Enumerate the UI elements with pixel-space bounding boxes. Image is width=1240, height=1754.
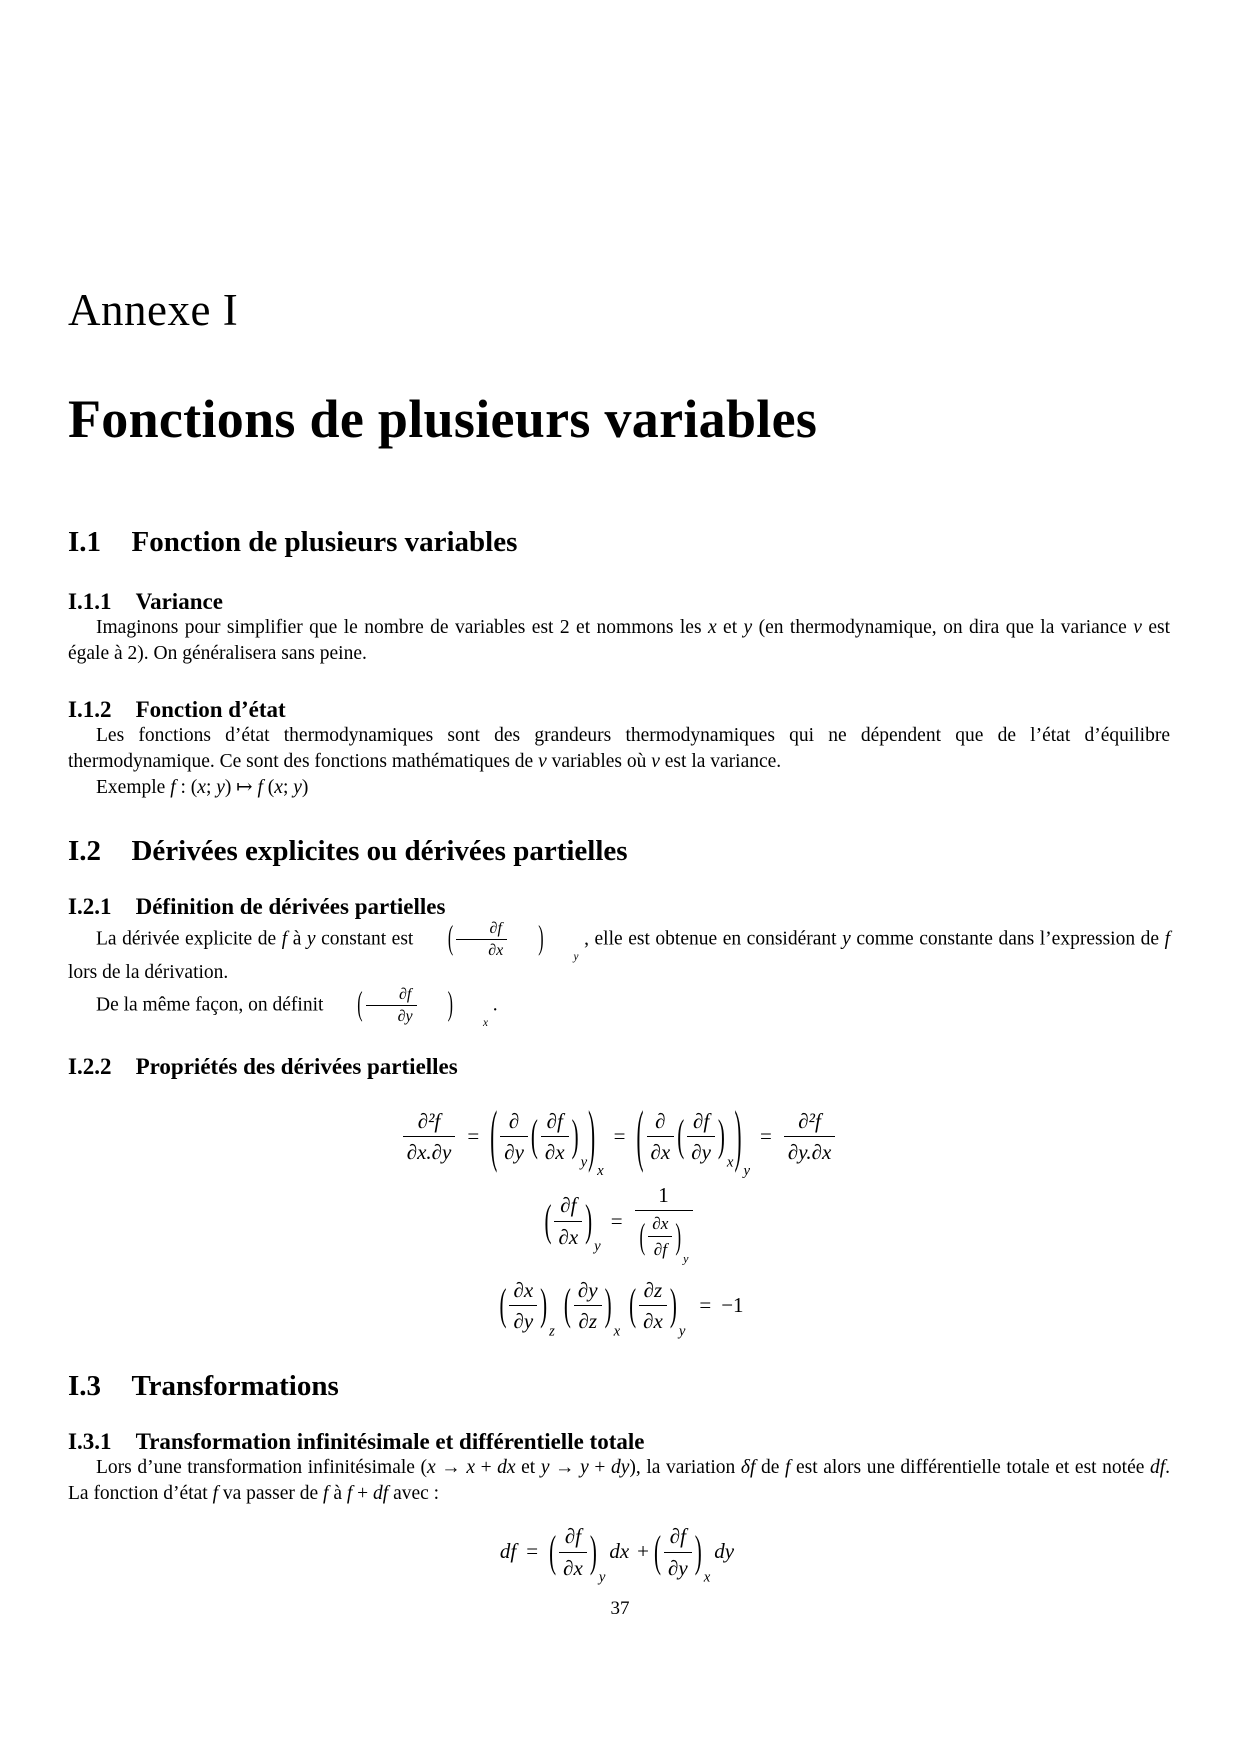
df-symbol: df — [499, 1539, 517, 1564]
text-segment: , elle est obtenue en considérant y comme constante dans l’expression de f lors de la dérivation. — [68, 928, 1171, 983]
subsection-title: Fonction d’état — [135, 696, 286, 722]
section-heading-I2 — [68, 835, 1170, 868]
subsection-title: Définition de dérivées partielles — [135, 893, 446, 919]
page-number: 37 — [610, 1598, 630, 1619]
subsection-number: I.2.1 — [68, 893, 112, 919]
left-paren: ( — [636, 1095, 644, 1175]
inner-derivative: ( $\frac{\partial f}{\partial y}$ ) x — [677, 1109, 734, 1171]
paragraph-fonction-etat: Les fonctions d’état thermodynamiques sont des grandeurs thermodynamiques qui ne dépendent que de l’état d’équilibre thermodynamique. Ce sont des fonctions mathématiques de v variables où v est la variance. — [68, 724, 1170, 772]
partial-derivative-df-dx-at-y: ( $\frac{\partial f}{\partial x}$ ) y — [544, 1193, 601, 1255]
subsection-heading-I22 — [68, 1054, 1170, 1080]
paragraph-transformation: Lors d’une transformation infinitésimale (x → x + dx et y → y + dy), la variation δf de f est alors une différentielle totale et est notée df. La fonction d’état f va passer de f à f + df avec : — [68, 1457, 1171, 1505]
subsection-title: Variance — [135, 588, 223, 614]
minus-one: −1 — [721, 1292, 744, 1317]
partial-derivative-dx-df-at-y: ( $\frac{\partial x}{\partial f}$ ) y — [639, 1213, 689, 1266]
equals-sign: = — [613, 1124, 626, 1149]
subscript: x — [703, 1569, 711, 1586]
partial-derivative-dz-dx-at-y: ( $\frac{\partial z}{\partial x}$ ) y — [629, 1277, 686, 1340]
chapter-title: Fonctions de plusieurs variables — [68, 389, 818, 449]
fraction: $\frac{\partial}{\partial x}$ — [647, 1108, 675, 1166]
subscript: x — [597, 1162, 604, 1179]
numerator: 1 — [635, 1182, 693, 1211]
subsection-heading-I12 — [68, 697, 1170, 723]
left-paren: ( — [490, 1095, 498, 1175]
numerator: ∂f — [456, 920, 507, 941]
equals-sign: = — [610, 1208, 623, 1233]
section-number: I.1 — [68, 525, 102, 558]
inner-derivative: ( $\frac{\partial f}{\partial x}$ ) y — [530, 1109, 588, 1171]
nested-derivative-right — [636, 1095, 750, 1179]
fraction: $\frac{\text{∂²f}}{\partial y.\partial x}$ — [784, 1108, 836, 1166]
equation-triple-product — [68, 1277, 1170, 1340]
section-heading-I1 — [68, 526, 1170, 559]
equation-inverse — [68, 1182, 1170, 1266]
partial-derivative-df-dx-at-y: ( $\frac{\partial f}{\partial x}$ ) y — [549, 1524, 606, 1586]
right-paren: ) — [588, 1095, 596, 1175]
right-paren: ) — [447, 987, 453, 1023]
denominator — [635, 1211, 693, 1266]
subsection-number: I.2.2 — [68, 1054, 112, 1079]
section-heading-I3 — [68, 1370, 1170, 1403]
right-paren: ) — [538, 920, 544, 957]
section-number: I.3 — [68, 1370, 102, 1403]
equation-differentielle-totale — [68, 1523, 1170, 1586]
text-segment: . — [487, 994, 498, 1016]
equals-sign: = — [526, 1539, 539, 1564]
subscript: y — [743, 1162, 750, 1179]
text-segment: De la même façon, on définit — [96, 994, 329, 1016]
nested-derivative-left — [489, 1095, 604, 1179]
equals-sign: = — [699, 1292, 712, 1317]
subscript: x — [613, 1323, 621, 1340]
subsection-heading-I11 — [68, 589, 1170, 615]
subscript: y — [580, 1154, 588, 1171]
denominator: ∂x — [488, 942, 504, 960]
denominator: ∂y — [397, 1008, 413, 1026]
subscript: y — [594, 1238, 601, 1255]
partial-derivative-df-dx-at-y — [419, 919, 579, 963]
fraction: $\frac{\text{∂²f}}{\partial x.\partial y}$ — [403, 1108, 456, 1166]
dy-symbol: dy — [714, 1539, 735, 1564]
fraction: $\frac{\partial}{\partial y}$ — [500, 1108, 528, 1166]
equals-sign: = — [759, 1124, 772, 1149]
subscript: x — [726, 1154, 734, 1171]
subsection-heading-I31 — [68, 1429, 1170, 1455]
subsection-number: I.3.1 — [68, 1429, 112, 1455]
section-title: Dérivées explicites ou dérivées partielles — [131, 834, 628, 867]
paragraph-variance: Imaginons pour simplifier que le nombre de variables est 2 et nommons les x et y (en thermodynamique, on dira que la variance v est égale à 2). On généralisera sans peine. — [68, 616, 1170, 664]
left-paren: ( — [447, 920, 454, 957]
subscript: y — [678, 1323, 686, 1340]
subscript: z — [549, 1323, 555, 1340]
partial-derivative-dy-dz-at-x: ( $\frac{\partial y}{\partial z}$ ) x — [563, 1277, 621, 1340]
equals-sign: = — [467, 1124, 480, 1149]
subsection-title: Transformation infinitésimale et différentielle totale — [135, 1429, 645, 1455]
left-paren: ( — [357, 987, 363, 1023]
partial-derivative-dx-dy-at-z: ( $\frac{\partial x}{\partial y}$ ) z — [499, 1277, 555, 1340]
partial-derivative-df-dy-at-x: ( $\frac{\partial f}{\partial y}$ ) x — [654, 1524, 711, 1586]
partial-derivative-df-dy-at-x — [328, 985, 488, 1029]
paragraph-definition-derivees — [68, 920, 1170, 986]
paragraph-exemple: Exemple f : (x; y) ↦ f (x; y) — [96, 776, 309, 798]
subscript: y — [683, 1251, 689, 1266]
fraction — [635, 1182, 693, 1266]
chapter-label: Annexe I — [68, 285, 239, 335]
subscript: x — [482, 1016, 488, 1029]
subsection-number: I.1.2 — [68, 696, 112, 722]
subsection-number: I.1.1 — [68, 588, 112, 614]
subsection-title: Propriétés des dérivées partielles — [135, 1054, 458, 1079]
section-title: Transformations — [131, 1370, 339, 1403]
subscript: y — [573, 950, 579, 963]
numerator: ∂f — [366, 986, 417, 1007]
paragraph-meme-facon — [68, 985, 1170, 1029]
subscript: y — [598, 1569, 606, 1586]
plus-sign: + — [637, 1539, 650, 1564]
right-paren: ) — [734, 1095, 742, 1175]
equation-schwarz — [68, 1095, 1170, 1179]
section-title: Fonction de plusieurs variables — [131, 525, 518, 558]
subsection-heading-I21 — [68, 894, 1170, 920]
text-segment: La dérivée explicite de f à y constant est — [96, 928, 419, 950]
dx-symbol: dx — [609, 1539, 630, 1564]
section-number: I.2 — [68, 834, 102, 867]
